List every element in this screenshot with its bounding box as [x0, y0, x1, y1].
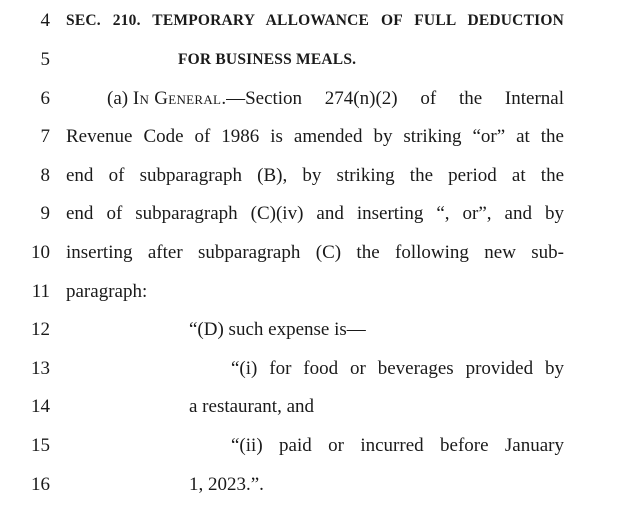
line-number: 10	[31, 242, 50, 263]
bill-line-15	[0, 431, 627, 461]
clause-i-text: “(i) for food or beverages provided by	[231, 358, 564, 379]
body-text-line: end of subparagraph (C)(iv) and inserting “, or”, and by	[66, 203, 564, 224]
line-number: 11	[31, 281, 50, 302]
bill-line-14	[0, 392, 627, 422]
line-number: 14	[31, 396, 50, 417]
line-number: 9	[40, 203, 50, 224]
bill-line-8	[0, 161, 627, 191]
line-number: 8	[40, 165, 50, 186]
bill-line-16	[0, 470, 627, 500]
bill-line-6	[0, 84, 627, 114]
bill-line-7	[0, 122, 627, 152]
line-number: 16	[31, 474, 50, 495]
subparagraph-d-text: “(D) such expense is—	[189, 319, 366, 340]
bill-line-12	[0, 315, 627, 345]
subsection-a-heading: (a) In General	[107, 88, 222, 109]
bill-line-9	[0, 199, 627, 229]
clause-i-continuation: a restaurant, and	[189, 396, 315, 417]
body-text-line: end of subparagraph (B), by striking the period at the	[66, 165, 564, 186]
line-number: 15	[31, 435, 50, 456]
bill-line-11	[0, 277, 627, 307]
bill-line-13	[0, 354, 627, 384]
section-heading-line-2: FOR BUSINESS MEALS.	[178, 51, 357, 68]
body-text-line: paragraph:	[66, 281, 148, 302]
line-number: 7	[40, 126, 50, 147]
line-number: 6	[40, 88, 50, 109]
line-number: 13	[31, 358, 50, 379]
line-number: 12	[31, 319, 50, 340]
bill-line-10	[0, 238, 627, 268]
clause-ii-text: “(ii) paid or incurred before January	[231, 435, 564, 456]
line-number: 5	[40, 49, 50, 70]
line-number: 4	[40, 10, 50, 31]
body-text-line: inserting after subparagraph (C) the following new sub-	[66, 242, 564, 263]
subsection-caption: In General	[132, 88, 222, 109]
bill-line-4	[0, 6, 627, 36]
clause-ii-continuation: 1, 2023.”.	[189, 474, 264, 495]
bill-line-5	[0, 45, 627, 75]
subsection-a-text: .—Section 274(n)(2) of the Internal	[221, 88, 564, 109]
section-heading-line-1: SEC. 210. TEMPORARY ALLOWANCE OF FULL DEDUCTION	[66, 12, 564, 29]
subsection-a-first-line	[107, 84, 564, 114]
body-text-line: Revenue Code of 1986 is amended by striking “or” at the	[66, 126, 564, 147]
